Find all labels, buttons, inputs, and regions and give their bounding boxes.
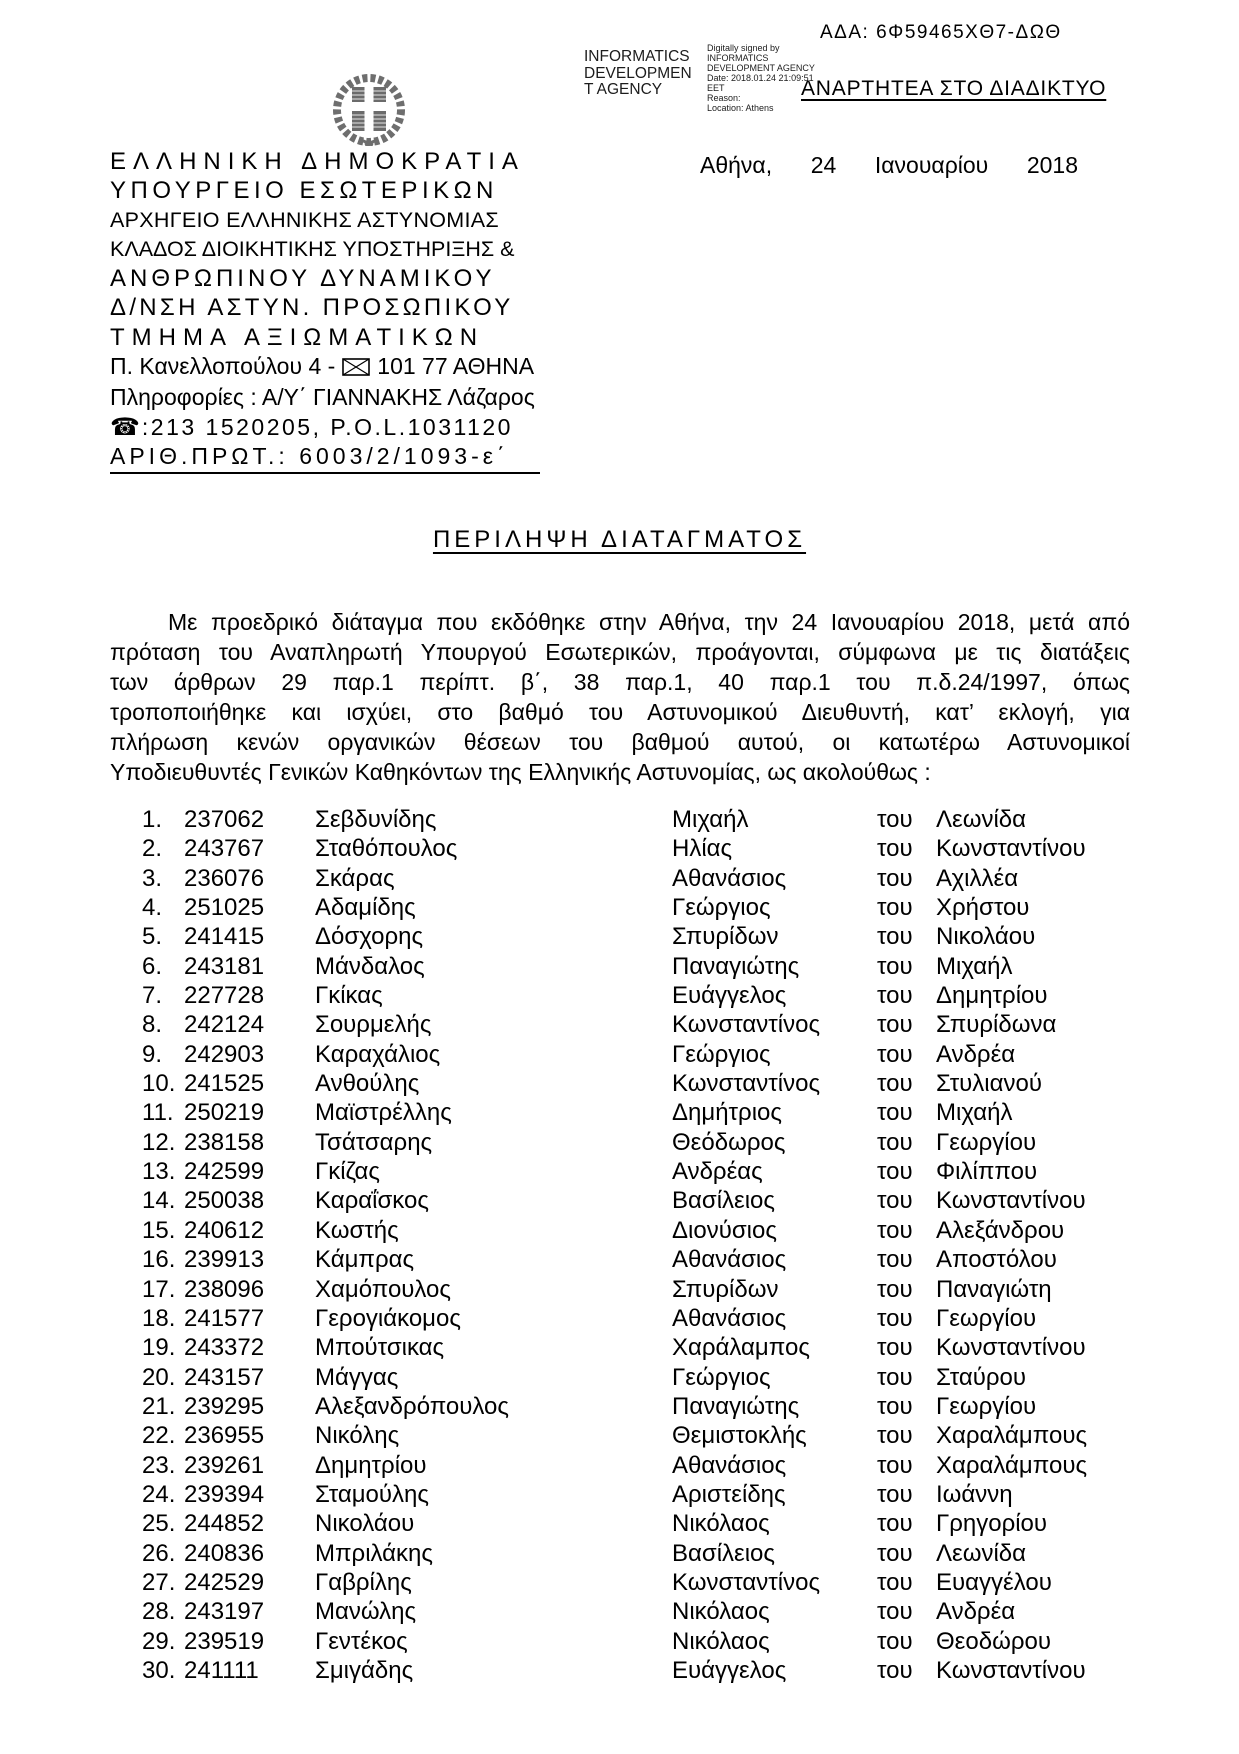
officer-first-name: Γεώργιος: [672, 1363, 771, 1391]
officer-first-name: Βασίλειος: [672, 1187, 775, 1215]
paragraph-line: τροποποιήθηκε και ισχύει, στο βαθμό του Αστυνομικού Διευθυντή, κατ’ εκλογή, για: [110, 699, 1130, 725]
officer-first-name: Βασίλειος: [672, 1539, 775, 1567]
header-line-ministry: ΥΠΟΥΡΓΕΙΟ ΕΣΩΤΕΡΙΚΩΝ: [110, 177, 498, 205]
info-line: Πληροφορίες : Α/Υ΄ ΓΙΑΝΝΑΚΗΣ Λάζαρος: [110, 384, 535, 411]
officer-number: 2.: [142, 835, 163, 863]
officer-father-name: Στυλιανού: [936, 1070, 1042, 1098]
officer-row: [142, 1187, 1152, 1216]
officer-tou-label: του: [877, 1598, 913, 1626]
officer-surname: Νικόλης: [315, 1422, 400, 1450]
officer-surname: Δημητρίου: [315, 1451, 427, 1479]
officer-id: 243181: [184, 952, 265, 980]
officer-id: 243157: [184, 1363, 265, 1391]
officer-father-name: Νικολάου: [936, 923, 1036, 951]
officer-first-name: Ηλίας: [672, 835, 733, 863]
officer-number: 5.: [142, 923, 163, 951]
officer-surname: Μαϊστρέλλης: [315, 1099, 452, 1127]
officer-row: [142, 1569, 1152, 1598]
hellenic-republic-emblem-icon: [331, 74, 407, 146]
officers-list: [142, 806, 1152, 1686]
officer-row: [142, 1628, 1152, 1657]
officer-tou-label: του: [877, 1011, 913, 1039]
officer-row: [142, 894, 1152, 923]
officer-surname: Αλεξανδρόπουλος: [315, 1392, 509, 1420]
officer-number: 29.: [142, 1627, 176, 1655]
officer-father-name: Κωνσταντίνου: [936, 835, 1086, 863]
officer-tou-label: του: [877, 1568, 913, 1596]
officer-id: 241415: [184, 923, 265, 951]
officer-first-name: Ανδρέας: [672, 1158, 763, 1186]
date-city: Αθήνα,: [700, 152, 773, 178]
signature-detail-line: EET: [707, 83, 725, 93]
officer-id: 250219: [184, 1099, 265, 1127]
officer-first-name: Αθανάσιος: [672, 1304, 787, 1332]
officer-surname: Μπούτσικας: [315, 1334, 445, 1362]
officer-number: 30.: [142, 1656, 176, 1684]
officer-father-name: Χαραλάμπους: [936, 1422, 1088, 1450]
officer-tou-label: του: [877, 1216, 913, 1244]
signature-agency-line: DEVELOPMEN: [584, 64, 692, 82]
officer-surname: Μανώλης: [315, 1598, 417, 1626]
officer-tou-label: του: [877, 1187, 913, 1215]
officer-first-name: Θεμιστοκλής: [672, 1422, 807, 1450]
paragraph-line: των άρθρων 29 παρ.1 περίπτ. β΄, 38 παρ.1, 40 παρ.1 του π.δ.24/1997, όπως: [110, 669, 1130, 695]
officer-first-name: Γεώργιος: [672, 1040, 771, 1068]
officer-surname: Σεβδυνίδης: [315, 806, 437, 833]
officer-row: [142, 1305, 1152, 1334]
officer-row: [142, 1099, 1152, 1128]
officer-tou-label: του: [877, 1246, 913, 1274]
officer-row: [142, 1657, 1152, 1686]
officer-first-name: Δημήτριος: [672, 1099, 782, 1127]
signature-agency-text: [584, 49, 692, 99]
officer-tou-label: του: [877, 923, 913, 951]
signature-detail-line: DEVELOPMENT AGENCY: [707, 63, 815, 73]
officer-surname: Σκάρας: [315, 864, 395, 892]
officer-father-name: Ιωάννη: [936, 1480, 1013, 1508]
signature-detail-line: INFORMATICS: [707, 53, 769, 63]
officer-tou-label: του: [877, 1275, 913, 1303]
officer-surname: Γκίκας: [315, 982, 383, 1010]
officer-tou-label: του: [877, 1480, 913, 1508]
officer-id: 227728: [184, 982, 265, 1010]
officer-number: 12.: [142, 1128, 176, 1156]
officer-first-name: Αθανάσιος: [672, 864, 787, 892]
officer-surname: Μάνδαλος: [315, 952, 425, 980]
officer-number: 8.: [142, 1011, 163, 1039]
signature-detail-line: Location: Athens: [707, 103, 774, 113]
protocol-number-line: ΑΡΙΘ.ΠΡΩΤ.: 6003/2/1093-ε΄: [110, 442, 540, 474]
officer-tou-label: του: [877, 864, 913, 892]
paragraph-line: Με προεδρικό διάταγμα που εκδόθηκε στην Αθήνα, την 24 Ιανουαρίου 2018, μετά από: [168, 609, 1130, 635]
officer-id: 241577: [184, 1304, 265, 1332]
officer-father-name: Δημητρίου: [936, 982, 1048, 1010]
officer-tou-label: του: [877, 1334, 913, 1362]
officer-number: 20.: [142, 1363, 176, 1391]
officer-row: [142, 1246, 1152, 1275]
officer-number: 27.: [142, 1568, 176, 1596]
address-line: Π. Κανελλοπούλου 4 - 101 77 ΑΘΗΝΑ: [110, 352, 542, 383]
officer-tou-label: του: [877, 1392, 913, 1420]
signature-detail-line: Digitally signed by: [707, 43, 780, 53]
officer-surname: Σουρμελής: [315, 1011, 432, 1039]
officer-father-name: Γεωργίου: [936, 1304, 1037, 1332]
officer-id: 237062: [184, 806, 265, 833]
officer-row: [142, 1422, 1152, 1451]
officer-row: [142, 835, 1152, 864]
officer-first-name: Αριστείδης: [672, 1480, 786, 1508]
officer-number: 10.: [142, 1070, 176, 1098]
officer-surname: Τσάτσαρης: [315, 1128, 433, 1156]
officer-id: 240612: [184, 1216, 265, 1244]
officer-first-name: Χαράλαμπος: [672, 1334, 810, 1362]
officer-number: 14.: [142, 1187, 176, 1215]
officer-tou-label: του: [877, 1422, 913, 1450]
paragraph-line: Υποδιευθυντές Γενικών Καθηκόντων της Ελληνικής Αστυνομίας, ως ακολούθως :: [110, 759, 931, 785]
officer-row: [142, 1364, 1152, 1393]
officer-row: [142, 1540, 1152, 1569]
officer-surname: Σταθόπουλος: [315, 835, 458, 863]
officer-row: [142, 1393, 1152, 1422]
officer-tou-label: του: [877, 806, 913, 833]
officer-number: 24.: [142, 1480, 176, 1508]
officer-father-name: Κωνσταντίνου: [936, 1187, 1086, 1215]
officer-number: 9.: [142, 1040, 163, 1068]
officer-number: 16.: [142, 1246, 176, 1274]
officer-number: 17.: [142, 1275, 176, 1303]
paragraph-line: πλήρωση κενών οργανικών θέσεων του βαθμού αυτού, οι κατωτέρω Αστυνομικοί: [110, 729, 1130, 755]
envelope-icon: [342, 354, 370, 383]
officer-father-name: Ανδρέα: [936, 1598, 1016, 1626]
officer-id: 251025: [184, 894, 265, 922]
officer-father-name: Μιχαήλ: [936, 1099, 1013, 1127]
officer-id: 242599: [184, 1158, 265, 1186]
officer-number: 22.: [142, 1422, 176, 1450]
officer-id: 238096: [184, 1275, 265, 1303]
officer-father-name: Σταύρου: [936, 1363, 1026, 1391]
officer-first-name: Νικόλαος: [672, 1510, 770, 1538]
officer-tou-label: του: [877, 1099, 913, 1127]
officer-first-name: Νικόλαος: [672, 1627, 770, 1655]
officer-id: 238158: [184, 1128, 265, 1156]
officer-tou-label: του: [877, 894, 913, 922]
officer-tou-label: του: [877, 1451, 913, 1479]
date-day: 24: [810, 152, 837, 178]
officer-first-name: Θεόδωρος: [672, 1128, 786, 1156]
date-line: [700, 152, 1078, 179]
officer-row: [142, 1334, 1152, 1363]
officer-id: 239913: [184, 1246, 265, 1274]
header-line-hq: ΑΡΧΗΓΕΙΟ ΕΛΛΗΝΙΚΗΣ ΑΣΤΥΝΟΜΙΑΣ: [110, 207, 500, 232]
officer-tou-label: του: [877, 1304, 913, 1332]
officer-first-name: Ευάγγελος: [672, 1656, 787, 1684]
officer-surname: Σμιγάδης: [315, 1656, 414, 1684]
officer-number: 1.: [142, 806, 163, 833]
officer-number: 6.: [142, 952, 163, 980]
officer-tou-label: του: [877, 1363, 913, 1391]
phone-line: ☎:213 1520205, P.O.L.1031120: [110, 413, 513, 441]
officer-surname: Σταμούλης: [315, 1480, 429, 1508]
officer-id: 243767: [184, 835, 265, 863]
ada-code: ΑΔΑ: 6Φ59465ΧΘ7-ΔΩΘ: [820, 22, 1062, 43]
officer-tou-label: του: [877, 1539, 913, 1567]
officer-number: 18.: [142, 1304, 176, 1332]
officer-father-name: Γεωργίου: [936, 1392, 1037, 1420]
officer-first-name: Νικόλαος: [672, 1598, 770, 1626]
officer-number: 13.: [142, 1158, 176, 1186]
officer-number: 21.: [142, 1392, 176, 1420]
officer-row: [142, 1452, 1152, 1481]
officer-surname: Νικολάου: [315, 1510, 415, 1538]
officer-id: 242903: [184, 1040, 265, 1068]
header-line-department: ΤΜΗΜΑ ΑΞΙΩΜΑΤΙΚΩΝ: [110, 323, 485, 351]
date-year: 2018: [1026, 152, 1078, 178]
date-month: Ιανουαρίου: [874, 152, 989, 178]
officer-number: 26.: [142, 1539, 176, 1567]
officer-first-name: Μιχαήλ: [672, 806, 749, 833]
officer-first-name: Αθανάσιος: [672, 1246, 787, 1274]
officer-father-name: Ευαγγέλου: [936, 1568, 1052, 1596]
signature-agency-line: INFORMATICS: [584, 48, 690, 65]
officer-tou-label: του: [877, 952, 913, 980]
officer-id: 243197: [184, 1598, 265, 1626]
officer-surname: Χαμόπουλος: [315, 1275, 451, 1303]
officer-row: [142, 1276, 1152, 1305]
officer-id: 240836: [184, 1539, 265, 1567]
officer-surname: Μάγγας: [315, 1363, 399, 1391]
signature-agency-line: T AGENCY: [584, 81, 663, 98]
officer-father-name: Ανδρέα: [936, 1040, 1016, 1068]
officer-id: 241111: [184, 1656, 259, 1684]
officer-father-name: Χαραλάμπους: [936, 1451, 1088, 1479]
officer-id: 250038: [184, 1187, 265, 1215]
signature-detail-line: Reason:: [707, 93, 741, 103]
officer-father-name: Κωνσταντίνου: [936, 1656, 1086, 1684]
officer-tou-label: του: [877, 1510, 913, 1538]
officer-first-name: Παναγιώτης: [672, 952, 800, 980]
officer-row: [142, 1070, 1152, 1099]
officer-row: [142, 982, 1152, 1011]
officer-id: 236955: [184, 1422, 265, 1450]
officer-number: 15.: [142, 1216, 176, 1244]
officer-surname: Αδαμίδης: [315, 894, 416, 922]
officer-first-name: Γεώργιος: [672, 894, 771, 922]
officer-row: [142, 865, 1152, 894]
officer-number: 3.: [142, 864, 163, 892]
officer-id: 242124: [184, 1011, 265, 1039]
officer-surname: Κωστής: [315, 1216, 399, 1244]
ministry-header: [110, 147, 542, 474]
officer-surname: Γεντέκος: [315, 1627, 408, 1655]
officer-id: 236076: [184, 864, 265, 892]
officer-row: [142, 953, 1152, 982]
officer-row: [142, 806, 1152, 835]
officer-surname: Γερογιάκομος: [315, 1304, 461, 1332]
document-title: ΠΕΡΙΛΗΨΗ ΔΙΑΤΑΓΜΑΤΟΣ: [432, 526, 807, 553]
officer-number: 11.: [142, 1099, 174, 1127]
header-line-republic: ΕΛΛΗΝΙΚΗ ΔΗΜΟΚΡΑΤΙΑ: [110, 148, 525, 175]
officer-surname: Ανθούλης: [315, 1070, 420, 1098]
officer-first-name: Κωνσταντίνος: [672, 1568, 821, 1596]
officer-row: [142, 923, 1152, 952]
officer-tou-label: του: [877, 1656, 913, 1684]
header-line-directorate: Δ/ΝΣΗ ΑΣΤΥΝ. ΠΡΟΣΩΠΙΚΟΥ: [110, 294, 514, 322]
officer-father-name: Λεωνίδα: [936, 1539, 1027, 1567]
officer-row: [142, 1510, 1152, 1539]
officer-id: 244852: [184, 1510, 265, 1538]
officer-row: [142, 1158, 1152, 1187]
officer-id: 239261: [184, 1451, 265, 1479]
officer-id: 242529: [184, 1568, 265, 1596]
officer-father-name: Αχιλλέα: [936, 864, 1019, 892]
officer-surname: Δόσχορης: [315, 923, 424, 951]
officer-first-name: Κωνσταντίνος: [672, 1011, 821, 1039]
officer-father-name: Αλεξάνδρου: [936, 1216, 1065, 1244]
officer-number: 7.: [142, 982, 163, 1010]
officer-id: 239295: [184, 1392, 265, 1420]
officer-first-name: Κωνσταντίνος: [672, 1070, 821, 1098]
paragraph-line: πρόταση του Αναπληρωτή Υπουργού Εσωτερικών, προάγονται, σύμφωνα με τις διατάξεις: [110, 639, 1130, 665]
officer-tou-label: του: [877, 1040, 913, 1068]
officer-first-name: Σπυρίδων: [672, 923, 779, 951]
officer-father-name: Χρήστου: [936, 894, 1030, 922]
officer-row: [142, 1598, 1152, 1627]
officer-number: 23.: [142, 1451, 176, 1479]
posted-online-label: ΑΝΑΡΤΗΤΕΑ ΣΤΟ ΔΙΑΔΙΚΤΥΟ: [801, 77, 1107, 100]
officer-surname: Μπριλάκης: [315, 1539, 433, 1567]
officer-first-name: Αθανάσιος: [672, 1451, 787, 1479]
officer-tou-label: του: [877, 1070, 913, 1098]
officer-first-name: Ευάγγελος: [672, 982, 787, 1010]
officer-father-name: Θεοδώρου: [936, 1627, 1051, 1655]
officer-number: 4.: [142, 894, 163, 922]
officer-row: [142, 1217, 1152, 1246]
officer-father-name: Αποστόλου: [936, 1246, 1057, 1274]
officer-first-name: Σπυρίδων: [672, 1275, 779, 1303]
summary-paragraph: [110, 607, 1130, 787]
header-line-branch: ΚΛΑΔΟΣ ΔΙΟΙΚΗΤΙΚΗΣ ΥΠΟΣΤΗΡΙΞΗΣ &: [110, 236, 515, 261]
officer-father-name: Σπυρίδωνα: [936, 1011, 1057, 1039]
officer-tou-label: του: [877, 1128, 913, 1156]
officer-id: 241525: [184, 1070, 265, 1098]
officer-row: [142, 1129, 1152, 1158]
telephone-icon: ☎: [110, 413, 140, 441]
signature-detail-line: Date: 2018.01.24 21:09:51: [707, 73, 814, 83]
officer-father-name: Κωνσταντίνου: [936, 1334, 1086, 1362]
officer-first-name: Παναγιώτης: [672, 1392, 800, 1420]
officer-surname: Καραΐσκος: [315, 1187, 429, 1215]
officer-id: 239394: [184, 1480, 265, 1508]
officer-surname: Γκίζας: [315, 1158, 380, 1186]
officer-row: [142, 1481, 1152, 1510]
officer-father-name: Γρηγορίου: [936, 1510, 1048, 1538]
officer-surname: Καραχάλιος: [315, 1040, 441, 1068]
officer-id: 239519: [184, 1627, 265, 1655]
officer-father-name: Μιχαήλ: [936, 952, 1013, 980]
officer-father-name: Παναγιώτη: [936, 1275, 1052, 1303]
officer-surname: Γαβρίλης: [315, 1568, 412, 1596]
officer-tou-label: του: [877, 982, 913, 1010]
officer-tou-label: του: [877, 835, 913, 863]
officer-father-name: Λεωνίδα: [936, 806, 1027, 833]
officer-id: 243372: [184, 1334, 265, 1362]
officer-surname: Κάμπρας: [315, 1246, 415, 1274]
officer-number: 28.: [142, 1598, 176, 1626]
officer-father-name: Φιλίππου: [936, 1158, 1038, 1186]
header-line-hr: ΑΝΘΡΩΠΙΝΟΥ ΔΥΝΑΜΙΚΟΥ: [110, 265, 496, 293]
officer-tou-label: του: [877, 1627, 913, 1655]
officer-number: 19.: [142, 1334, 176, 1362]
officer-row: [142, 1041, 1152, 1070]
signature-details: [707, 43, 815, 113]
officer-first-name: Διονύσιος: [672, 1216, 777, 1244]
officer-father-name: Γεωργίου: [936, 1128, 1037, 1156]
officer-row: [142, 1011, 1152, 1040]
officer-tou-label: του: [877, 1158, 913, 1186]
officer-number: 25.: [142, 1510, 176, 1538]
